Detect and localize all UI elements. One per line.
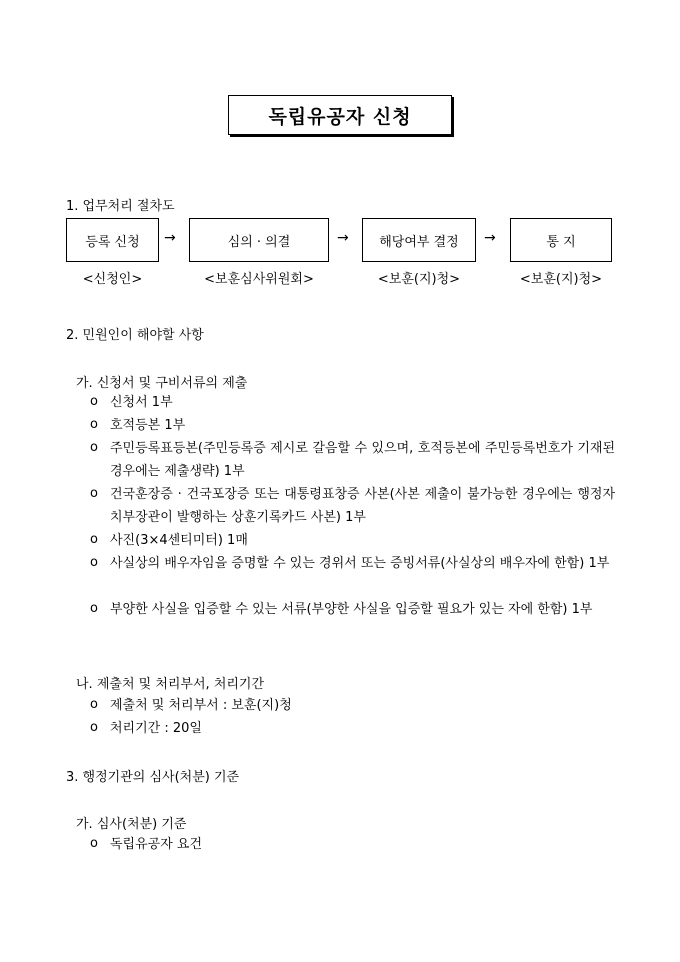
list-item: 주민등록표등본(주민등록증 제시로 갈음할 수 있으며, 호적등본에 주민등록번호가 기재된 경우에는 제출생략) 1부 (110, 441, 615, 479)
flow-arrow-3: → (484, 230, 496, 246)
bullet-icon: ο (90, 417, 98, 432)
list-item: 독립유공자 요건 (110, 837, 203, 852)
section2-sub-b-heading: 나. 제출처 및 처리부서, 처리기간 (76, 677, 265, 692)
section2-heading: 2. 민원인이 해야할 사항 (66, 328, 204, 343)
list-item: 제출처 및 처리부서 : 보훈(지)청 (110, 698, 292, 713)
bullet-icon: ο (90, 440, 98, 455)
flow-box-decision: 해당여부 결정 (362, 218, 476, 262)
bullet-icon: ο (90, 697, 98, 712)
flow-label-office-notify: <보훈(지)청> (519, 272, 603, 287)
section3-sub-a-heading: 가. 심사(처분) 기준 (76, 817, 187, 832)
flow-arrow-2: → (337, 230, 349, 246)
section3-heading: 3. 행정기관의 심사(처분) 기준 (66, 770, 240, 785)
list-item: 사실상의 배우자임을 증명할 수 있는 경위서 또는 증빙서류(사실상의 배우자에 한함) 1부 (110, 556, 610, 571)
flow-box-review: 심의 · 의결 (189, 218, 329, 262)
list-item: 호적등본 1부 (110, 418, 186, 433)
bullet-icon: ο (90, 720, 98, 735)
flow-label-committee: <보훈심사위원회> (204, 272, 314, 287)
section2-sub-a-heading: 가. 신청서 및 구비서류의 제출 (76, 376, 248, 391)
flow-label-office: <보훈(지)청> (377, 272, 461, 287)
bullet-icon: ο (90, 601, 98, 616)
document-title: 독립유공자 신청 (228, 95, 452, 135)
flow-arrow-1: → (164, 230, 176, 246)
bullet-icon: ο (90, 836, 98, 851)
flow-box-notify: 통 지 (510, 218, 612, 262)
bullet-icon: ο (90, 486, 98, 501)
list-item: 신청서 1부 (110, 395, 173, 410)
bullet-icon: ο (90, 394, 98, 409)
bullet-icon: ο (90, 555, 98, 570)
section1-heading: 1. 업무처리 절차도 (66, 199, 175, 214)
flow-label-applicant: <신청인> (82, 272, 143, 287)
list-item: 부양한 사실을 입증할 수 있는 서류(부양한 사실을 입증할 필요가 있는 자에 한함) 1부 (110, 602, 593, 617)
list-item: 처리기간 : 20일 (110, 721, 202, 736)
flow-box-register: 등록 신청 (66, 218, 159, 262)
bullet-icon: ο (90, 532, 98, 547)
list-item: 사진(3×4센티미터) 1매 (110, 533, 248, 548)
list-item: 건국훈장증 · 건국포장증 또는 대통령표창증 사본(사본 제출이 불가능한 경우에는 행정자치부장관이 발행하는 상훈기록카드 사본) 1부 (110, 487, 615, 525)
